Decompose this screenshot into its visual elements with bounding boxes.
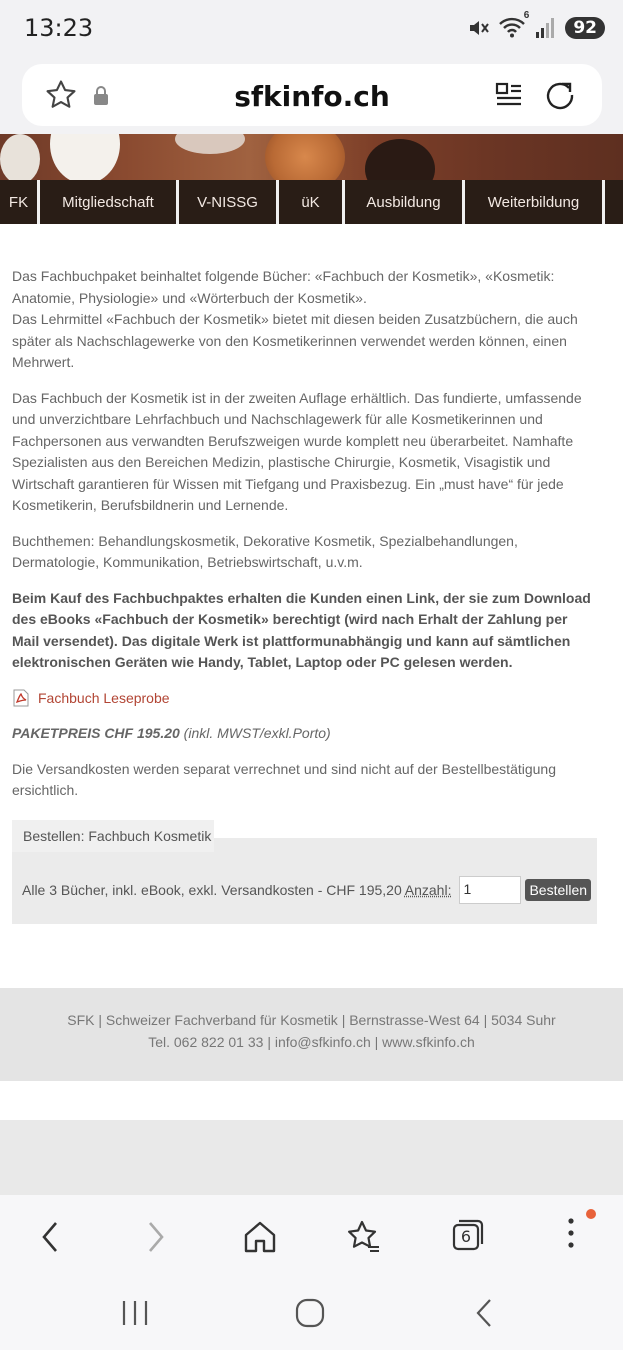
url-text[interactable]: sfkinfo.ch <box>234 80 390 113</box>
order-button[interactable]: Bestellen <box>525 879 591 901</box>
nav-item-ausbildung[interactable]: Ausbildung <box>345 180 465 224</box>
status-bar <box>0 0 623 60</box>
wifi-label: 6 <box>523 10 530 21</box>
nav-item-weiterbildung[interactable]: Weiterbildung <box>465 180 605 224</box>
nav-item-more[interactable] <box>605 180 623 224</box>
bookmarks-icon[interactable] <box>344 1217 382 1257</box>
more-menu-icon <box>560 1217 584 1257</box>
paragraph-shipping: Die Versandkosten werden separat verrechnet und sind nicht auf der Bestellbestätigung ersichtlich. <box>12 760 557 798</box>
quantity-label: Anzahl: <box>404 882 452 898</box>
signal-icon <box>535 17 557 39</box>
package-price: PAKETPREIS CHF 195.20 (inkl. MWST/exkl.Porto) <box>12 725 331 741</box>
reload-icon[interactable] <box>544 78 578 112</box>
header-image <box>0 134 623 180</box>
menu-button[interactable] <box>560 1217 584 1257</box>
footer-address: SFK | Schweizer Fachverband für Kosmetik | Bernstrasse-West 64 | 5034 Suhr <box>67 1012 556 1028</box>
nav-item-uk[interactable]: üK <box>279 180 345 224</box>
order-description: Alle 3 Bücher, inkl. eBook, exkl. Versandkosten - CHF 195,20 <box>22 882 402 898</box>
mute-icon <box>467 16 491 40</box>
paragraph-intro: Das Fachbuchpaket beinhaltet folgende Bücher: «Fachbuch der Kosmetik», «Kosmetik: Anatomie, Physiologie» und «Wörterbuch der Kosmetik». Das Lehrmittel «Fachbuch der Kosmetik» bietet mit diesen beiden Zusatzbüchern, die auch später als Nachschlagewerke von den Kosmetikerinnen verwendet werden können, einen Mehrwert. <box>12 268 578 370</box>
order-form-title: Bestellen: Fachbuch Kosmetik <box>12 820 214 852</box>
home-icon[interactable] <box>242 1217 278 1257</box>
back-icon[interactable] <box>36 1217 66 1257</box>
status-icons <box>467 10 605 40</box>
paragraph-topics: Buchthemen: Behandlungskosmetik, Dekorative Kosmetik, Spezialbehandlungen, Dermatologie, Kommunikation, Betriebswirtschaft, u.v.m. <box>12 532 518 570</box>
recent-apps-icon[interactable] <box>120 1299 150 1327</box>
browser-toolbar <box>0 60 623 134</box>
address-bar[interactable] <box>22 64 602 126</box>
system-nav-bar <box>0 1275 623 1350</box>
notification-dot <box>586 1209 596 1219</box>
battery-indicator: 92 <box>565 17 605 39</box>
nav-item-fk[interactable]: FK <box>0 180 40 224</box>
paragraph-ebook: Beim Kauf des Fachbuchpaktes erhalten die Kunden einen Link, der sie zum Download des eBooks «Fachbuch der Kosmetik» berechtigt (wird nach Erhalt der Zahlung per Mail versendet). Das digitale Werk ist plattformunabhängig und kann auf sämtlichen elektronischen Geräten wie Handy, Tablet, Laptop oder PC gelesen werden. <box>12 589 591 670</box>
reader-mode-icon[interactable] <box>494 80 524 110</box>
site-footer <box>0 988 623 1081</box>
home-button-icon[interactable] <box>294 1297 326 1329</box>
pdf-link[interactable]: Fachbuch Leseprobe <box>12 688 598 710</box>
browser-bottom-nav <box>0 1195 623 1275</box>
quantity-input[interactable]: 1 <box>459 876 521 904</box>
forward-icon[interactable] <box>140 1217 170 1257</box>
system-back-icon[interactable] <box>470 1297 500 1329</box>
tabs-button[interactable] <box>450 1217 486 1253</box>
order-row <box>22 876 591 904</box>
wifi-icon <box>499 10 530 40</box>
footer-contact: Tel. 062 822 01 33 | info@sfkinfo.ch | www.sfkinfo.ch <box>148 1033 475 1050</box>
nav-item-mitgliedschaft[interactable]: Mitgliedschaft <box>40 180 179 224</box>
main-nav <box>0 180 623 224</box>
article-content <box>12 266 598 816</box>
paragraph-edition: Das Fachbuch der Kosmetik ist in der zweiten Auflage erhältlich. Das fundierte, umfassende und unverzichtbare Lehrfachbuch und Nachschlagewerk für alle Kosmetikerinnen und Fachpersonen aus verwandten Berufszweigen wurde komplett neu überarbeitet. Namhafte Spezialisten aus den Bereichen Medizin, plastische Chirurgie, Kosmetik, Visagistik und Wirtschaft garantieren für Wissen mit Tiefgang und Praxisbezug. Ein „must have“ für jede Kosmetikerin, Berufsbildnerin und Lernende. <box>12 389 582 513</box>
clock: 13:23 <box>24 14 94 42</box>
page-end-area <box>0 1120 623 1195</box>
nav-item-v-nissg[interactable]: V-NISSG <box>179 180 279 224</box>
pdf-icon <box>12 689 30 707</box>
tabs-count: 6 <box>460 1227 472 1246</box>
